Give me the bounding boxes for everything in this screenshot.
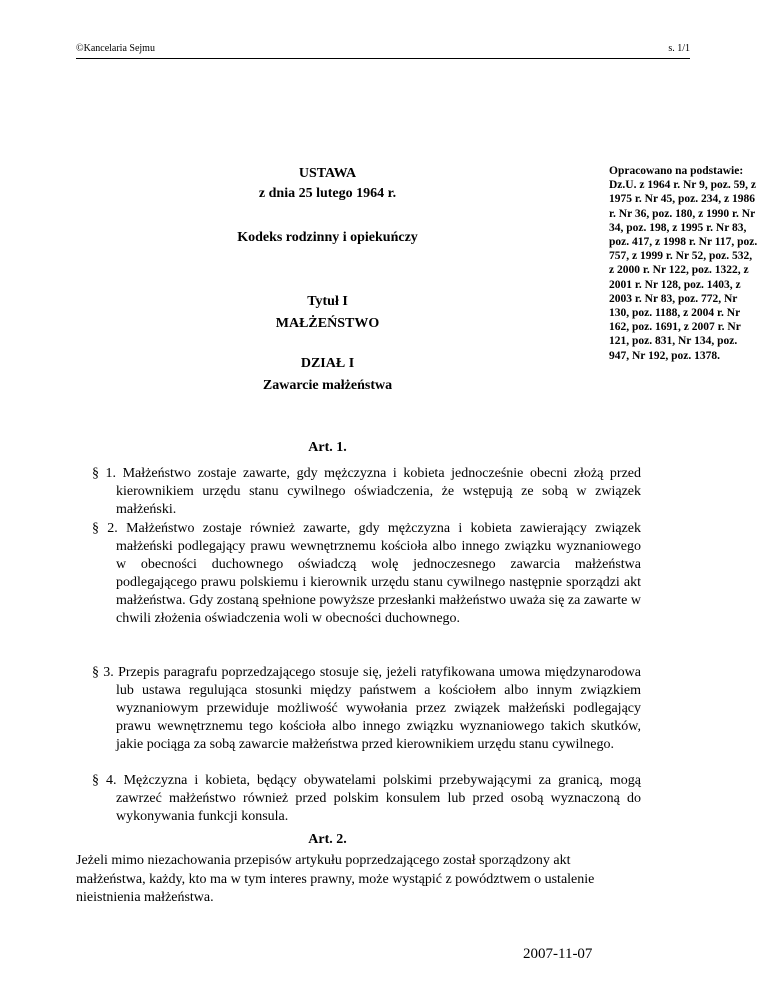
article-1-paragraph-4: § 4. Mężczyzna i kobieta, będący obywatelami polskimi przebywającymi za granicą, mogą zawrzeć małżeństwo również przed polskim konsulem lub przed osobą wyznaczoną do wykonywania funkcji konsula. [92,773,641,824]
division-number: DZIAŁ I [300,356,355,371]
source-note: Opracowano na podstawie: Dz.U. z 1964 r. Nr 9, poz. 59, z 1975 r. Nr 45, poz. 234, z 1986 r. Nr 36, poz. 180, z 1990 r. Nr 34, poz. 198, z 1995 r. Nr 83, poz. 417, z 1998 r. Nr 117, poz. 757, z 1999 r. Nr 52, poz. 532, z 2000 r. Nr 122, poz. 1322, z 2001 r. Nr 128, poz. 1403, z 2003 r. Nr 83, poz. 772, Nr 130, poz. 1188, z 2004 r. Nr 162, poz. 1691, z 2007 r. Nr 121, poz. 831, Nr 134, poz. 947, Nr 192, poz. 1378. [609,165,758,362]
page-header [76,42,690,59]
title-number: Tytuł I [307,294,348,309]
act-name: Kodeks rodzinny i opiekuńczy [237,230,418,245]
act-date: z dnia 25 lutego 1964 r. [258,186,397,201]
article-1-paragraph-2: § 2. Małżeństwo zostaje również zawarte, gdy mężczyzna i kobieta zawierający związek małżeński podlegający prawu wewnętrznemu kościoła albo innego związku wyznaniowego w obecności duchownego oświadczą wolę jednoczesnego zawarcia małżeństwa podlegającego prawu polskiemu i kierownik urzędu stanu cywilnego następnie sporządzi akt małżeństwa. Gdy zostaną spełnione powyższe przesłanki małżeństwo uważa się za zawarte w chwili złożenia oświadczenia woli w obecności duchownego. [92,521,641,626]
division-name: Zawarcie małżeństwa [262,378,393,393]
page-number: s. 1/1 [668,43,690,54]
article-1-paragraph-3: § 3. Przepis paragrafu poprzedzającego stosuje się, jeżeli ratyfikowana umowa międzynarodowa lub ustawa regulująca stosunki między państwem a kościołem albo innym związkiem wyznaniowym przewiduje możliwość wywołania przez związek małżeński podlegający prawu wewnętrznemu tego kościoła albo innego związku wyznaniowego takich skutków, jakie pociąga za sobą zawarcie małżeństwa przed kierownikiem urzędu stanu cywilnego. [92,665,641,752]
article-1-paragraph-1: § 1. Małżeństwo zostaje zawarte, gdy mężczyzna i kobieta jednocześnie obecni złożą przed kierownikiem urzędu stanu cywilnego oświadczenia, że wstępują ze sobą w związek małżeński. [92,466,641,517]
header-source: ©Kancelaria Sejmu [76,43,155,54]
act-type: USTAWA [298,166,357,181]
document-date: 2007-11-07 [523,946,593,962]
title-name: MAŁŻEŃSTWO [275,316,380,331]
article-1-heading: Art. 1. [308,440,347,455]
article-2-heading: Art. 2. [308,832,347,847]
article-2-text: Jeżeli mimo niezachowania przepisów artykułu poprzedzającego został sporządzony akt małżeństwa, każdy, kto ma w tym interes prawny, może wystąpić z powództwem o ustalenie nieistnienia małżeństwa. [76,853,595,905]
